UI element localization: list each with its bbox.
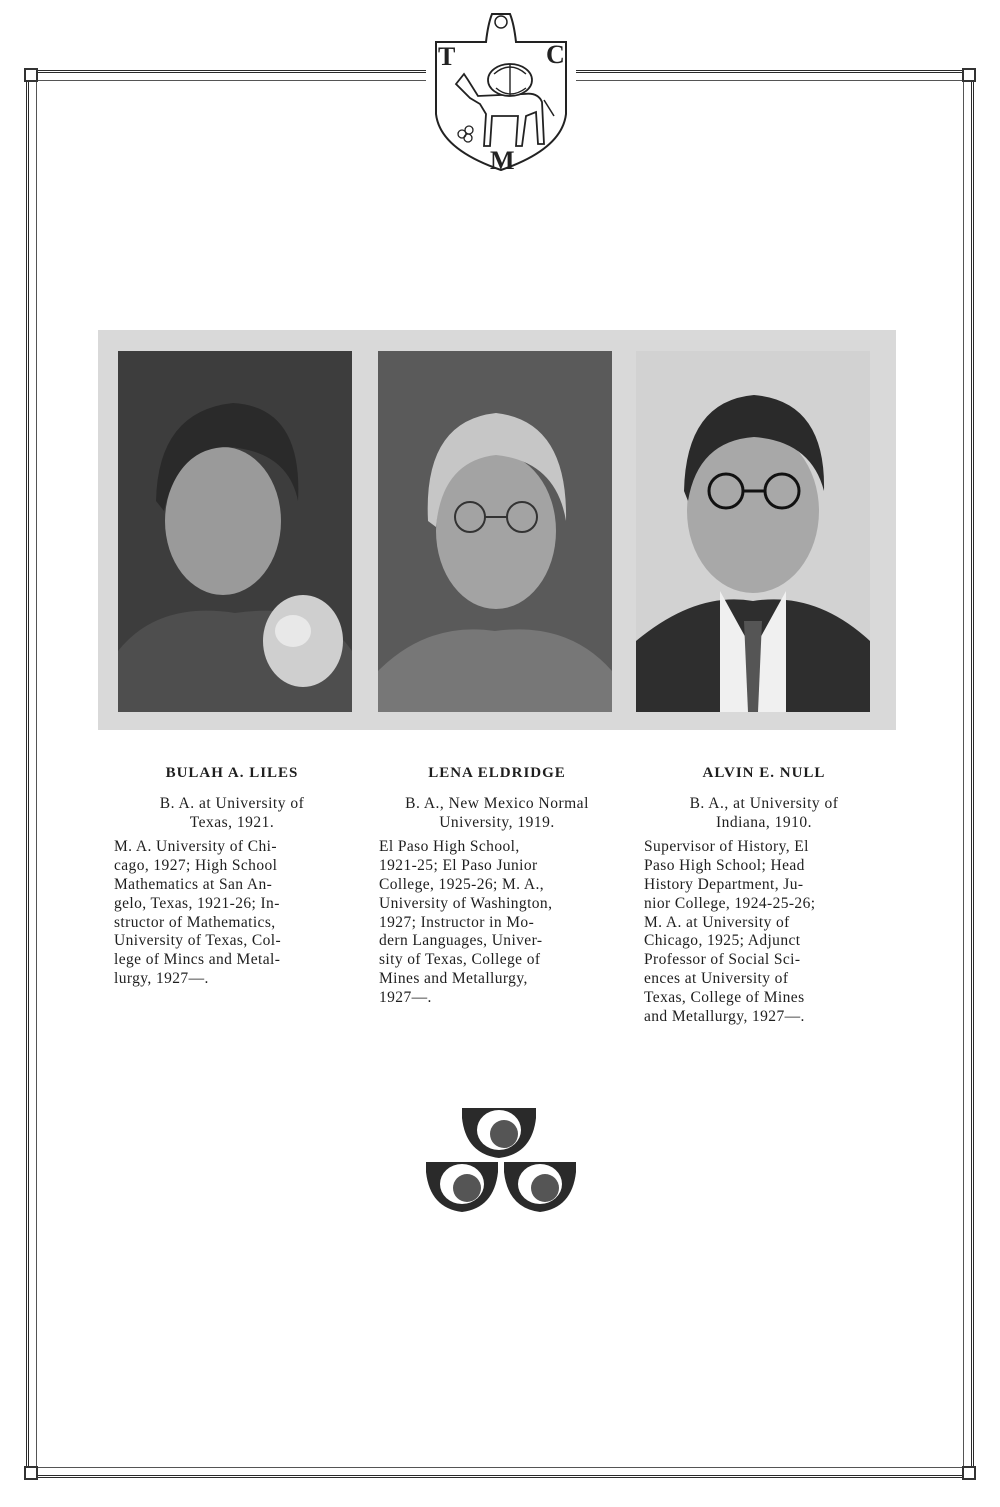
faculty-entry — [379, 764, 615, 1008]
faculty-entry — [114, 764, 350, 989]
college-crest — [426, 4, 576, 174]
crest-letter-t: T — [438, 42, 456, 71]
border-corner-ornament — [962, 68, 976, 82]
portrait-bulah-liles — [118, 351, 352, 712]
faculty-bio: Supervisor of History, El Paso High School; Head History Department, Ju- nior College, 1924-25-26; M. A. at University of Chicago, 1925; Adjunct Professor of Social Sci- ences at University of Texas, College of Mines and Metallurgy, 1927—. — [644, 838, 816, 1025]
border-corner-ornament — [24, 68, 38, 82]
faculty-entry — [644, 764, 884, 1026]
crest-letter-c: C — [546, 40, 565, 69]
shield-ornament-icon — [424, 1104, 578, 1216]
crest-letter-m: M — [490, 146, 515, 175]
faculty-degree: B. A., at University of Indiana, 1910. — [689, 794, 839, 831]
faculty-bio: El Paso High School, 1921-25; El Paso Junior College, 1925-26; M. A., University of Washington, 1927; Instructor in Mo- dern Languages, Univer- sity of Texas, College of Mines and Metallurgy, 1927—. — [379, 838, 553, 1006]
portrait-strip — [98, 330, 896, 730]
portrait-alvin-null — [636, 351, 870, 712]
faculty-degree: B. A., New Mexico Normal University, 1919. — [405, 794, 589, 831]
faculty-degree: B. A. at University of Texas, 1921. — [159, 794, 305, 831]
faculty-bio: M. A. University of Chi- cago, 1927; High School Mathematics at San An- gelo, Texas, 1921-26; In- structor of Mathematics, University of Texas, Col- lege of Mincs and Metal- lurgy, 1927—. — [114, 838, 282, 987]
faculty-name: BULAH A. LILES — [165, 765, 299, 781]
border-corner-ornament — [962, 1466, 976, 1480]
portrait-lena-eldridge — [378, 351, 612, 712]
faculty-name: ALVIN E. NULL — [702, 765, 826, 781]
border-corner-ornament — [24, 1466, 38, 1480]
faculty-name: LENA ELDRIDGE — [428, 765, 566, 781]
